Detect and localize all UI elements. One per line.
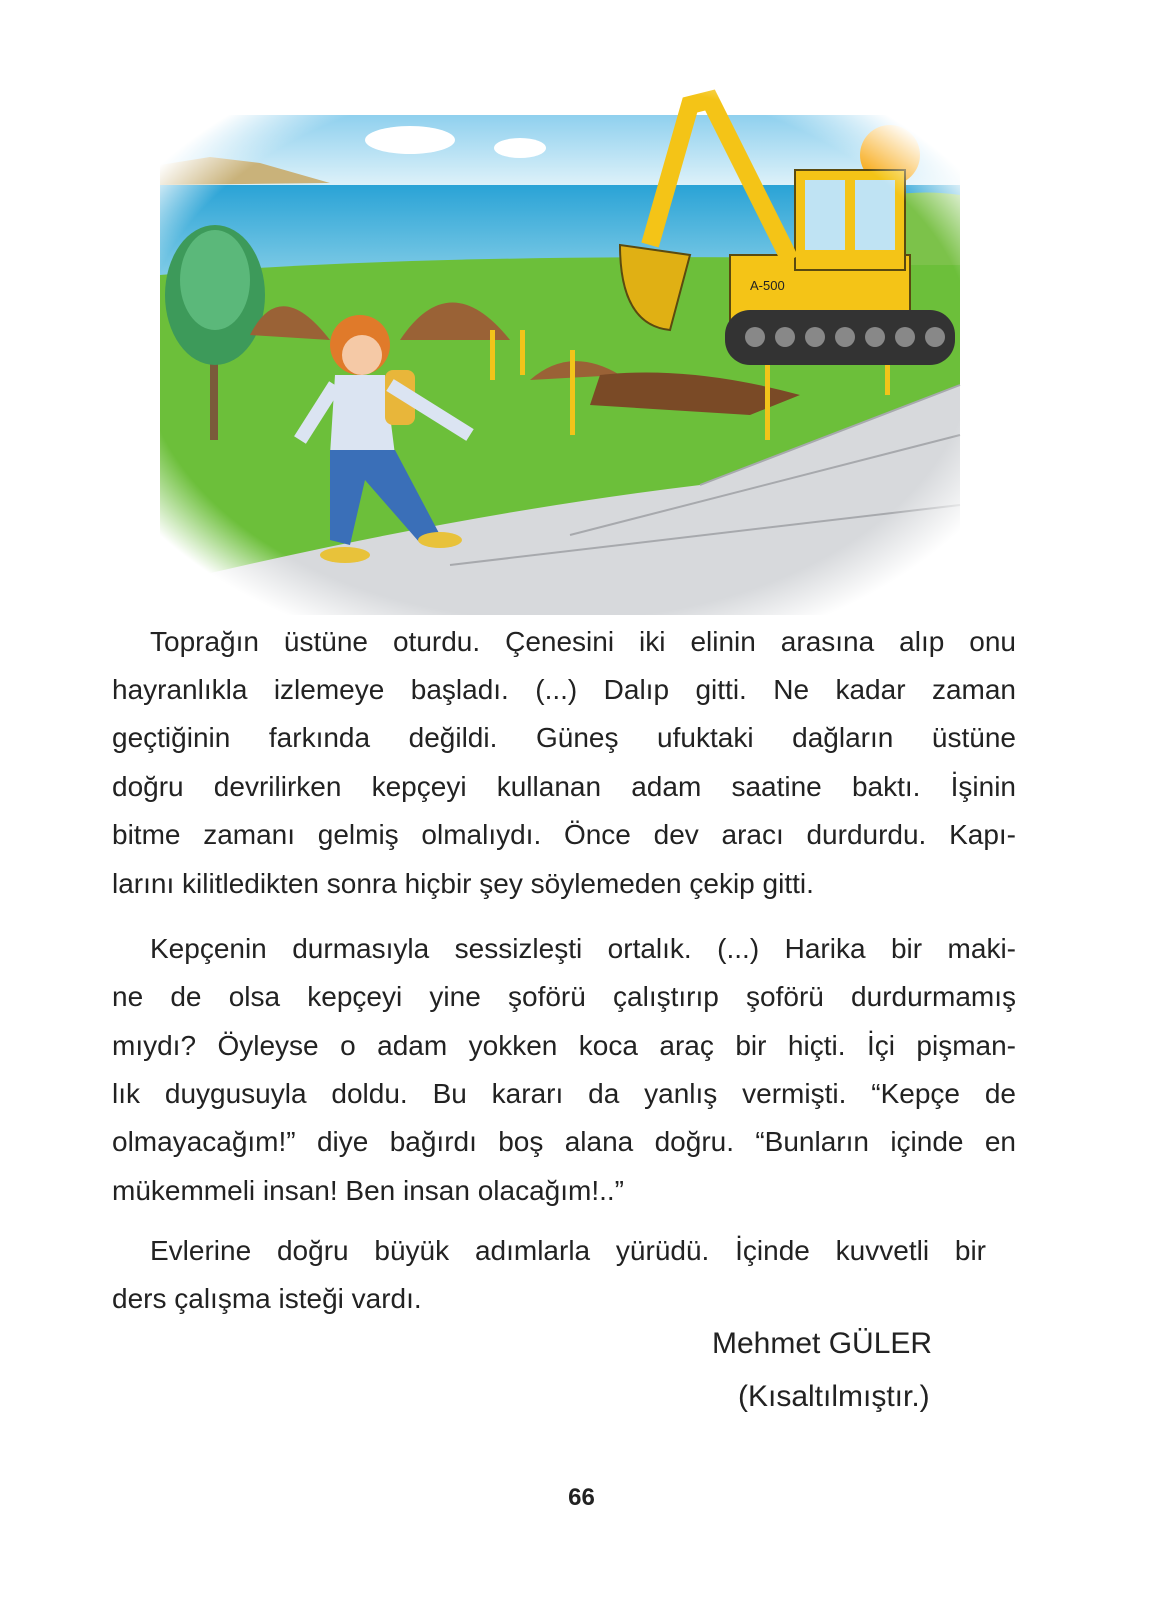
text-line: Evlerine doğru büyük adımlarla yürüdü. İçinde kuvvetli bir bbox=[150, 1235, 986, 1266]
text-line: lık duygusuyla doldu. Bu kararı da yanlış vermişti. “Kepçe de bbox=[112, 1078, 1016, 1109]
abridged-note: (Kısaltılmıştır.) bbox=[738, 1380, 930, 1413]
story-illustration bbox=[150, 85, 965, 615]
text-line: ders çalışma isteği vardı. bbox=[112, 1283, 422, 1314]
text-line: bitme zamanı gelmiş olmalıydı. Önce dev aracı durdurdu. Kapı- bbox=[112, 819, 1016, 850]
text-line: doğru devrilirken kepçeyi kullanan adam saatine baktı. İşinin bbox=[112, 771, 1016, 802]
page-number: 66 bbox=[568, 1484, 595, 1511]
text-line: olmayacağım!” diye bağırdı boş alana doğru. “Bunların içinde en bbox=[112, 1126, 1016, 1157]
text-line: mıydı? Öyleyse o adam yokken koca araç bir hiçti. İçi pişman- bbox=[112, 1030, 1016, 1061]
text-line: geçtiğinin farkında değildi. Güneş ufuktaki dağların üstüne bbox=[112, 722, 1016, 753]
excavator-label: A-500 bbox=[750, 278, 785, 293]
author-name: Mehmet GÜLER bbox=[712, 1327, 933, 1360]
text-line: mükemmeli insan! Ben insan olacağım!..” bbox=[112, 1175, 624, 1206]
text-line: Toprağın üstüne oturdu. Çenesini iki elinin arasına alıp onu bbox=[150, 626, 1016, 657]
text-line: Kepçenin durmasıyla sessizleşti ortalık. (...) Harika bir maki- bbox=[150, 933, 1016, 964]
text-line: larını kilitledikten sonra hiçbir şey söylemeden çekip gitti. bbox=[112, 868, 814, 899]
text-line: ne de olsa kepçeyi yine şoförü çalıştırıp şoförü durdurmamış bbox=[112, 981, 1016, 1012]
text-line: hayranlıkla izlemeye başladı. (...) Dalıp gitti. Ne kadar zaman bbox=[112, 674, 1016, 705]
